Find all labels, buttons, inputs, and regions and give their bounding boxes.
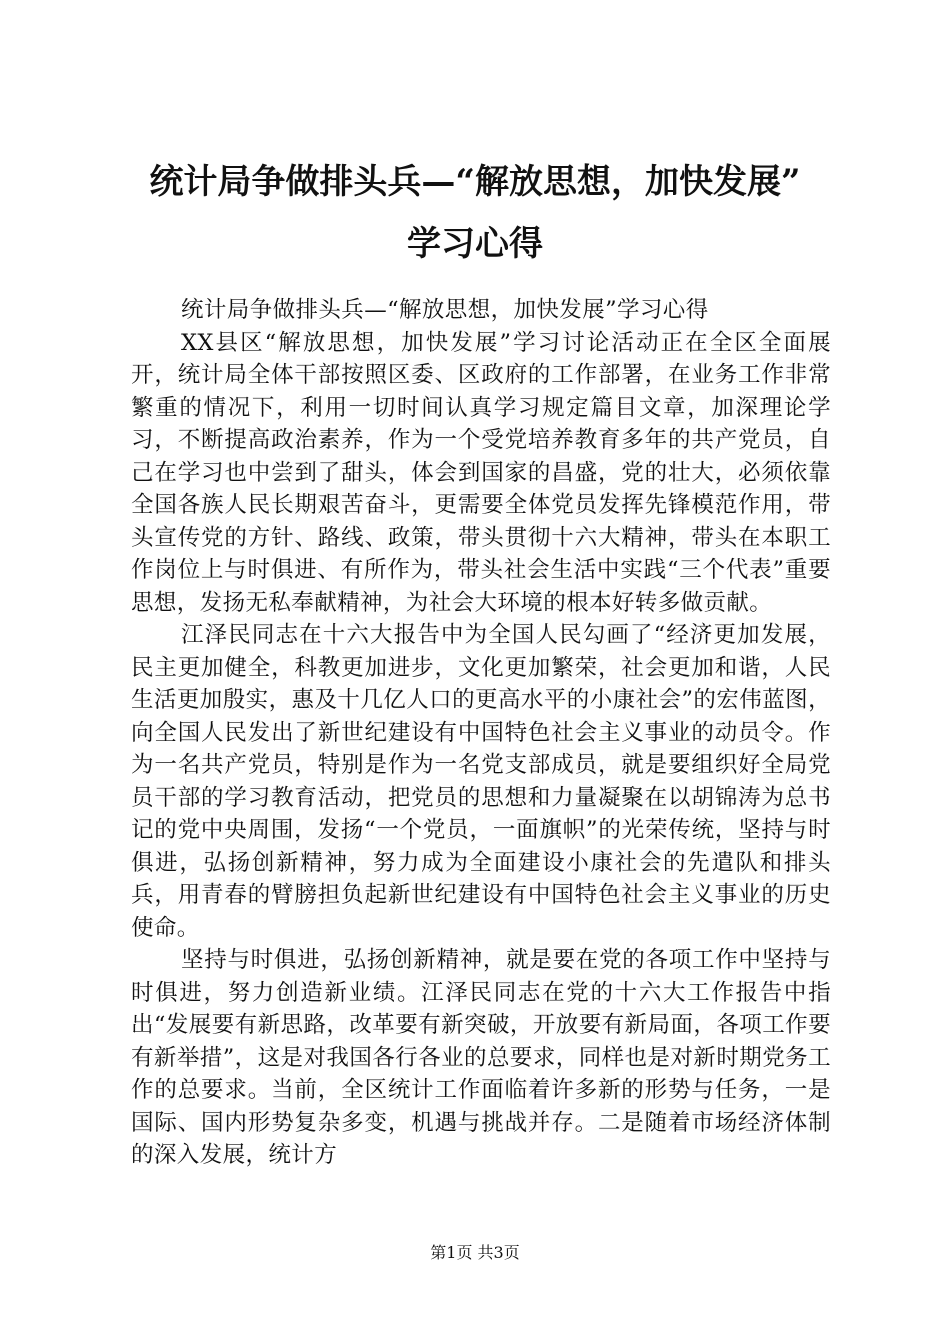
document-body (131, 294, 831, 1172)
document-title-line-1: 统计局争做排头兵—“解放思想，加快发展” (149, 162, 801, 202)
page-number-footer: 第1页 共3页 (430, 1243, 520, 1262)
document-title-line-2: 学习心得 (407, 224, 543, 264)
paragraph-3: 坚持与时俱进，弘扬创新精神，就是要在党的各项工作中坚持与时俱进，努力创造新业绩。江泽民同志在党的十六大工作报告中指出“发展要有新思路，改革要有新突破，开放要有新局面，各项工作要有新举措”，这是对我国各行各业的总要求，同样也是对新时期党务工作的总要求。当前，全区统计工作面临着许多新的形势与任务，一是国际、国内形势复杂多变，机遇与挑战并存。二是随着市场经济体制的深入发展，统计方 (131, 947, 831, 1168)
paragraph-subtitle: 统计局争做排头兵—“解放思想，加快发展”学习心得 (181, 297, 709, 323)
paragraph-2: 江泽民同志在十六大报告中为全国人民勾画了“经济更加发展，民主更加健全，科教更加进步，文化更加繁荣，社会更加和谐，人民生活更加殷实，惠及十几亿人口的更高水平的小康社会”的宏伟蓝图，向全国人民发出了新世纪建设有中国特色社会主义事业的动员令。作为一名共产党员，特别是作为一名党支部成员，就是要组织好全局党员干部的学习教育活动，把党员的思想和力量凝聚在以胡锦涛为总书记的党中央周围，发扬“一个党员，一面旗帜”的光荣传统，坚持与时俱进，弘扬创新精神，努力成为全面建设小康社会的先遣队和排头兵，用青春的臂膀担负起新世纪建设有中国特色社会主义事业的历史使命。 (131, 622, 831, 941)
paragraph-1: XX县区“解放思想，加快发展”学习讨论活动正在全区全面展开，统计局全体干部按照区委、区政府的工作部署，在业务工作非常繁重的情况下，利用一切时间认真学习规定篇目文章，加深理论学习，不断提高政治素养，作为一个受党培养教育多年的共产党员，自己在学习也中尝到了甜头，体会到国家的昌盛，党的壮大，必须依靠全国各族人民长期艰苦奋斗，更需要全体党员发挥先锋模范作用，带头宣传党的方针、路线、政策，带头贯彻十六大精神，带头在本职工作岗位上与时俱进、有所作为，带头社会生活中实践“三个代表”重要思想，发扬无私奉献精神，为社会大环境的根本好转多做贡献。 (131, 329, 831, 616)
